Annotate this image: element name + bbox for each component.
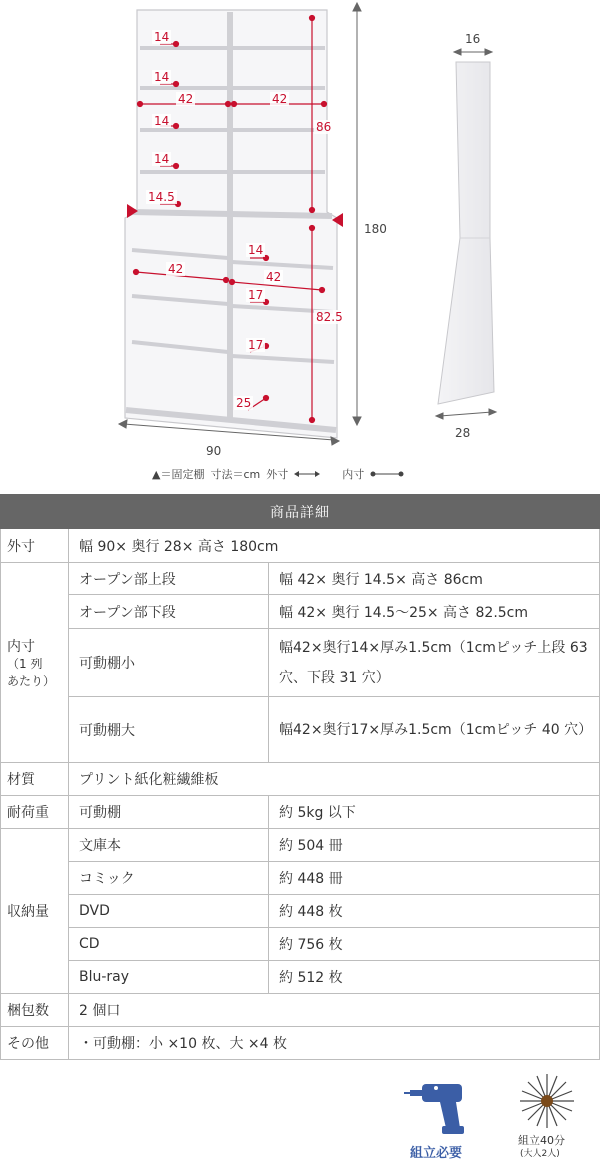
dim-label: 17 — [248, 338, 264, 352]
assembly-label: 組立必要 — [410, 1146, 463, 1161]
row-name: 可動棚小 — [69, 629, 269, 697]
dim-label: 82.5 — [316, 310, 343, 324]
table-row — [1, 961, 600, 994]
drill-icon — [404, 1076, 494, 1136]
row-value: 幅42×奥行14×厚み1.5cm（1cmピッチ上段 63 穴、下段 31 穴） — [269, 629, 600, 697]
row-value: ・可動棚：小 ×10 枚、大 ×4 枚 — [69, 1027, 600, 1060]
row-name: Blu-ray — [69, 961, 269, 994]
row-value: 約 448 枚 — [269, 895, 600, 928]
dim-label: 17 — [248, 288, 264, 302]
double-arrow-icon — [294, 470, 320, 478]
table-row — [1, 994, 600, 1027]
shelf-drawing — [0, 0, 600, 490]
row-label: 外寸 — [1, 529, 69, 563]
table-row — [1, 928, 600, 961]
inner-size-note: （1 列 あたり） — [7, 656, 56, 688]
row-label — [1, 563, 69, 763]
dim-label: 14.5 — [148, 190, 175, 204]
dim-label: 14 — [154, 70, 170, 84]
fixed-shelf-legend: ▲＝固定棚 — [152, 468, 205, 481]
row-value: 幅 90× 奥行 28× 高さ 180cm — [69, 529, 600, 563]
table-row — [1, 1027, 600, 1060]
assembly-time-label: 組立40分 — [518, 1134, 565, 1147]
dim-label: 14 — [154, 152, 170, 166]
dim-label: 42 — [178, 92, 194, 106]
row-value: プリント紙化粧繊維板 — [69, 763, 600, 796]
table-title: 商品詳細 — [1, 495, 600, 529]
row-name: 可動棚大 — [69, 697, 269, 763]
table-row — [1, 629, 600, 697]
dim-label: 14 — [154, 30, 170, 44]
product-diagram — [0, 0, 600, 490]
table-row — [1, 563, 600, 595]
burst-icon — [512, 1070, 582, 1132]
row-name: コミック — [69, 862, 269, 895]
row-value: 2 個口 — [69, 994, 600, 1027]
row-value: 幅 42× 奥行 14.5× 高さ 86cm — [269, 563, 600, 595]
row-name: オープン部下段 — [69, 595, 269, 629]
row-value: 幅 42× 奥行 14.5～25× 高さ 82.5cm — [269, 595, 600, 629]
assembly-people-label: (大人2人) — [520, 1149, 560, 1159]
row-value: 約 448 冊 — [269, 862, 600, 895]
badge-area — [0, 1070, 600, 1167]
dot-line-icon — [370, 470, 404, 478]
dim-label: 42 — [266, 270, 282, 284]
diagram-legend — [152, 466, 404, 482]
table-row — [1, 595, 600, 629]
height-label: 180 — [364, 222, 387, 236]
row-value: 約 512 枚 — [269, 961, 600, 994]
row-name: CD — [69, 928, 269, 961]
row-label: 収納量 — [1, 829, 69, 994]
dim-label: 42 — [272, 92, 288, 106]
depth-top-label: 16 — [465, 32, 481, 46]
dim-label: 86 — [316, 120, 332, 134]
row-value: 約 504 冊 — [269, 829, 600, 862]
table-row — [1, 829, 600, 862]
spec-table — [0, 494, 600, 1060]
assembly-time-badge — [512, 1070, 582, 1167]
row-value: 約 756 枚 — [269, 928, 600, 961]
dim-label: 14 — [154, 114, 170, 128]
table-row — [1, 862, 600, 895]
dim-label: 42 — [168, 262, 184, 276]
unit-legend: 寸法＝cm — [210, 468, 261, 481]
row-label: 材質 — [1, 763, 69, 796]
table-row — [1, 529, 600, 563]
table-row — [1, 895, 600, 928]
assembly-badge — [404, 1076, 494, 1162]
width-label: 90 — [206, 444, 222, 458]
row-label: その他 — [1, 1027, 69, 1060]
row-value: 幅42×奥行17×厚み1.5cm（1cmピッチ 40 穴） — [269, 697, 600, 763]
row-name: DVD — [69, 895, 269, 928]
table-row — [1, 697, 600, 763]
row-label: 耐荷重 — [1, 796, 69, 829]
table-row — [1, 763, 600, 796]
row-name: 文庫本 — [69, 829, 269, 862]
row-value: 約 5kg 以下 — [269, 796, 600, 829]
row-name: 可動棚 — [69, 796, 269, 829]
row-label: 梱包数 — [1, 994, 69, 1027]
row-name: オープン部上段 — [69, 563, 269, 595]
dim-label: 14 — [248, 243, 264, 257]
depth-bottom-label: 28 — [455, 426, 471, 440]
dim-label: 25 — [236, 396, 252, 410]
outer-legend: 外寸 — [266, 468, 289, 481]
table-row — [1, 796, 600, 829]
inner-size-label: 内寸 — [7, 638, 35, 655]
inner-legend: 内寸 — [342, 468, 365, 481]
